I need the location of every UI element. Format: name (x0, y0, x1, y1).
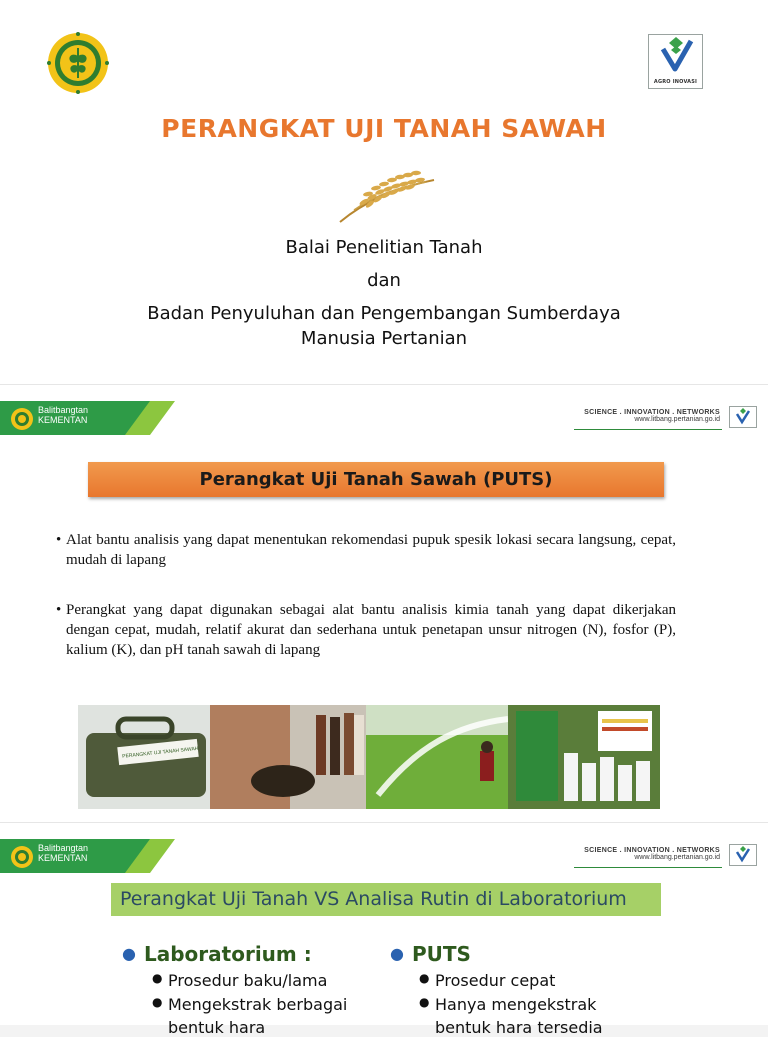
puts-title: Perangkat Uji Tanah Sawah (PUTS) (199, 469, 553, 490)
tagline-url: www.litbang.pertanian.go.id (634, 854, 720, 861)
puts-item-1: ● Prosedur cepat (419, 971, 556, 990)
comparison-title-bar (111, 883, 661, 916)
puts-bullet-1: • Alat bantu analisis yang dapat menentukan rekomendasi pupuk spesik lokasi secara langsung, cepat, mudah di lapang (56, 532, 676, 568)
lab-item-2-text: Mengekstrak berbagai (168, 995, 348, 1014)
puts-bullet-1-text: Alat bantu analisis yang dapat menentukan rekomendasi pupuk spesik lokasi secara langsung, cepat, mudah di lapang (66, 532, 676, 568)
cover-line-4: Manusia Pertanian (300, 328, 468, 349)
lab-heading-text: Laboratorium : (144, 942, 312, 966)
slide-cover (0, 0, 768, 384)
tagline-text: SCIENCE . INNOVATION . NETWORKS (584, 847, 720, 854)
lab-item-1-text: Prosedur baku/lama (168, 971, 328, 990)
band-text (38, 843, 88, 863)
slide-puts (0, 384, 768, 823)
balitbangtan-emblem-icon (10, 845, 34, 869)
balitbangtan-emblem-icon (10, 407, 34, 431)
puts-heading-text: PUTS (412, 942, 471, 966)
puts-item-2: ● Hanya mengekstrak (419, 995, 597, 1014)
agro-inovasi-small-icon (729, 406, 757, 428)
tagline (580, 847, 720, 861)
cover-line-3: Badan Penyuluhan dan Pengembangan Sumberdaya (147, 303, 621, 324)
tagline-url: www.litbang.pertanian.go.id (634, 416, 720, 423)
band-line-2: KEMENTAN (38, 853, 88, 863)
tagline-text: SCIENCE . INNOVATION . NETWORKS (584, 409, 720, 416)
agro-inovasi-small-icon (729, 844, 757, 866)
lab-heading: ● Laboratorium : (122, 942, 312, 966)
bag-label: PERANGKAT UJI TANAH SAWAH (121, 745, 199, 760)
lab-item-2: ● Mengekstrak berbagai (152, 995, 348, 1014)
lab-item-1: ● Prosedur baku/lama (152, 971, 328, 990)
slide-comparison (0, 822, 768, 1037)
agro-inovasi-caption: AGRO INOVASI (653, 79, 698, 85)
cover-line-2: dan (367, 270, 401, 291)
puts-item-1-text: Prosedur cepat (435, 971, 556, 990)
puts-item-2-cont-text: bentuk hara tersedia (435, 1018, 603, 1037)
puts-heading: ● PUTS (390, 942, 471, 966)
puts-item-2-cont (435, 1018, 603, 1037)
rice-stalk-icon (334, 158, 438, 226)
ministry-emblem-icon (47, 32, 109, 94)
band-line-1: Balitbangtan (38, 843, 89, 853)
cover-line-1: Balai Penelitian Tanah (285, 237, 483, 258)
tagline (580, 409, 720, 423)
comparison-title: Perangkat Uji Tanah VS Analisa Rutin di Laboratorium (120, 888, 627, 910)
puts-item-2-text: Hanya mengekstrak (435, 995, 597, 1014)
soil-test-kit-photos (78, 705, 660, 809)
tagline-divider (574, 867, 722, 868)
agro-inovasi-logo (648, 34, 703, 89)
agro-inovasi-icon (649, 35, 702, 75)
lab-item-2-cont (168, 1018, 265, 1037)
tagline-divider (574, 429, 722, 430)
puts-bullet-2: • Perangkat yang dapat digunakan sebagai alat bantu analisis kimia tanah yang dapat dikerjakan dengan cepat, mudah, relatif akurat dan sederhana untuk penetapan unsur nitrogen (N), fosfor (P), kalium (K), dan pH tanah sawah di lapang (56, 602, 676, 658)
cover-title: PERANGKAT UJI TANAH SAWAH (161, 114, 607, 143)
band-text (38, 405, 88, 425)
band-line-2: KEMENTAN (38, 415, 88, 425)
puts-title-bar (88, 462, 664, 497)
lab-item-2-cont-text: bentuk hara (168, 1018, 266, 1037)
band-line-1: Balitbangtan (38, 405, 89, 415)
puts-bullet-2-text: Perangkat yang dapat digunakan sebagai alat bantu analisis kimia tanah yang dapat dikerjakan dengan cepat, mudah, relatif akurat dan sederhana untuk penetapan unsur nitrogen (N), fosfor (P), kalium (K), dan pH tanah sawah di lapang (66, 602, 676, 658)
